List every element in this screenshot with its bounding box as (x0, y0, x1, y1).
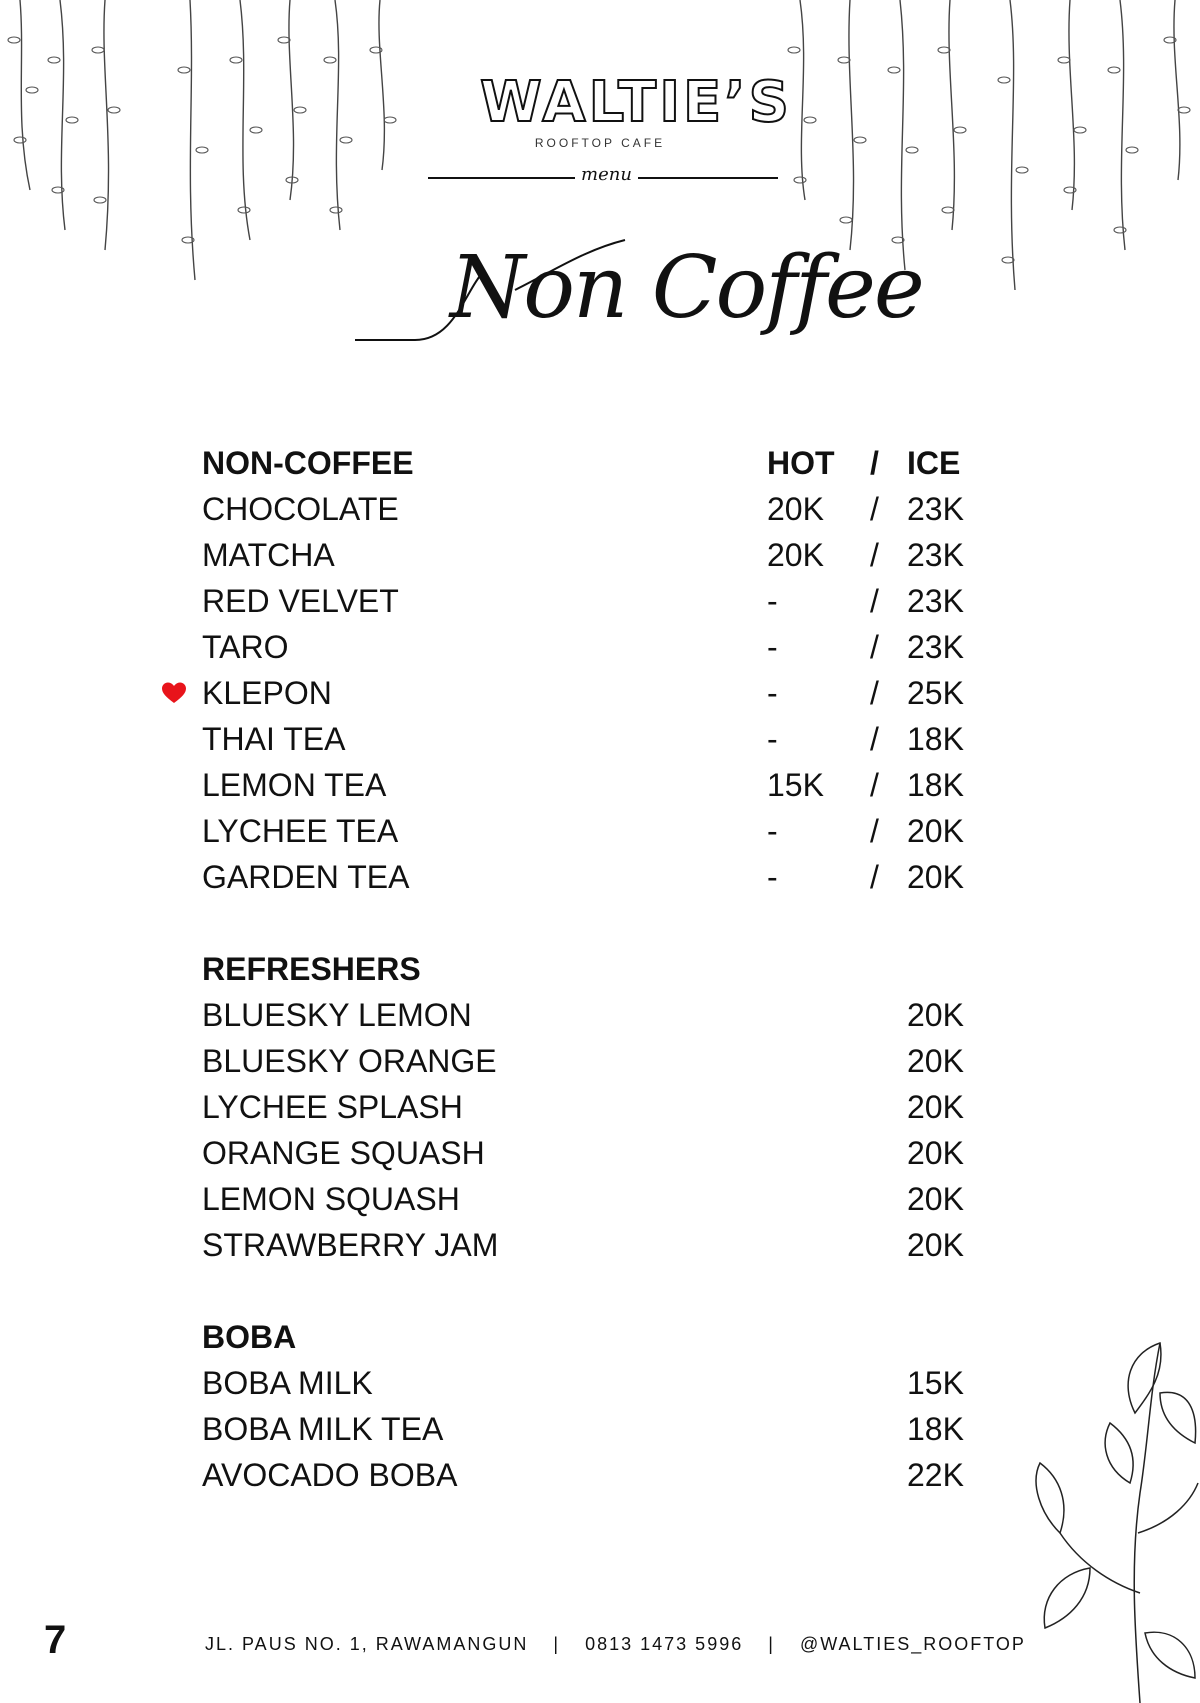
hot-price: - (767, 675, 778, 711)
price-separator: / (870, 583, 879, 619)
price-separator: / (870, 537, 879, 573)
hot-price: - (767, 721, 778, 757)
menu-item (202, 808, 1002, 854)
menu-item (202, 1038, 1002, 1084)
item-price: 22K (907, 1457, 964, 1493)
footer-phone: 0813 1473 5996 (585, 1634, 744, 1654)
section-spacer (202, 1268, 1002, 1314)
menu-item (202, 854, 1002, 900)
footer-separator: | (768, 1634, 775, 1654)
item-name: STRAWBERRY JAM (202, 1227, 499, 1263)
price-separator: / (870, 813, 879, 849)
item-name: TARO (202, 629, 289, 665)
item-name: ORANGE SQUASH (202, 1135, 485, 1171)
menu-item (202, 1360, 1002, 1406)
item-name: LYCHEE TEA (202, 813, 399, 849)
item-price: 20K (907, 1043, 964, 1079)
footer-address: JL. PAUS NO. 1, RAWAMANGUN (205, 1634, 529, 1654)
menu-item (202, 532, 1002, 578)
brand-tagline: ROOFTOP CAFE (534, 136, 666, 150)
brand-logo (480, 70, 792, 150)
price-separator: / (870, 721, 879, 757)
heart-icon (162, 682, 186, 704)
item-price: 20K (907, 1181, 964, 1217)
ice-price: 20K (907, 859, 964, 895)
price-separator: / (870, 629, 879, 665)
menu-item (202, 1176, 1002, 1222)
ice-price: 23K (907, 537, 964, 573)
item-name: MATCHA (202, 537, 335, 573)
menu-item (202, 1452, 1002, 1498)
hot-price: 15K (767, 767, 824, 803)
menu-item (202, 1084, 1002, 1130)
item-name: THAI TEA (202, 721, 346, 757)
item-name: LEMON SQUASH (202, 1181, 460, 1217)
item-name: LYCHEE SPLASH (202, 1089, 463, 1125)
price-separator: / (870, 491, 879, 527)
ice-column-header: ICE (907, 445, 961, 481)
page-number: 7 (44, 1618, 67, 1662)
hot-price: - (767, 583, 778, 619)
menu-item (202, 624, 1002, 670)
item-name: BOBA MILK TEA (202, 1411, 444, 1447)
footer-separator: | (553, 1634, 561, 1654)
hot-price: 20K (767, 491, 824, 527)
section-spacer (202, 900, 1002, 946)
item-name: LEMON TEA (202, 767, 387, 803)
ice-price: 23K (907, 491, 964, 527)
menu-item (202, 992, 1002, 1038)
item-price: 20K (907, 997, 964, 1033)
column-separator: / (870, 445, 879, 481)
item-name: AVOCADO BOBA (202, 1457, 458, 1493)
plant-line-art-decoration (1020, 1333, 1200, 1703)
item-name: BOBA MILK (202, 1365, 373, 1401)
footer-contact (205, 1634, 1026, 1655)
ice-price: 18K (907, 767, 964, 803)
menu-item (202, 486, 1002, 532)
ice-price: 25K (907, 675, 964, 711)
hot-price: - (767, 859, 778, 895)
section-title: BOBA (202, 1319, 297, 1355)
item-name: RED VELVET (202, 583, 399, 619)
menu-item (202, 578, 1002, 624)
menu-item (202, 1222, 1002, 1268)
section-heading-boba (202, 1314, 1002, 1360)
menu-script-label: menu (575, 164, 638, 186)
brand-name: WALTIE’S (480, 70, 792, 135)
hot-column-header: HOT (767, 445, 835, 481)
ice-price: 18K (907, 721, 964, 757)
menu-item (202, 762, 1002, 808)
item-name: BLUESKY LEMON (202, 997, 472, 1033)
price-separator: / (870, 675, 879, 711)
item-name: GARDEN TEA (202, 859, 410, 895)
item-price: 20K (907, 1135, 964, 1171)
menu-item (202, 716, 1002, 762)
item-price: 20K (907, 1227, 964, 1263)
footer-instagram: @WALTIES_ROOFTOP (799, 1634, 1026, 1654)
section-heading-non-coffee (202, 440, 1002, 486)
menu-item-favorite (202, 670, 1002, 716)
item-price: 15K (907, 1365, 964, 1401)
menu-item (202, 1130, 1002, 1176)
section-heading-refreshers (202, 946, 1002, 992)
item-name: CHOCOLATE (202, 491, 399, 527)
menu-list (202, 440, 1002, 1498)
section-title: REFRESHERS (202, 951, 421, 987)
ice-price: 20K (907, 813, 964, 849)
ice-price: 23K (907, 583, 964, 619)
hot-price: - (767, 813, 778, 849)
menu-item (202, 1406, 1002, 1452)
item-price: 20K (907, 1089, 964, 1125)
price-separator: / (870, 767, 879, 803)
hot-price: - (767, 629, 778, 665)
item-name: KLEPON (202, 675, 332, 711)
hot-price: 20K (767, 537, 824, 573)
price-separator: / (870, 859, 879, 895)
section-title: NON-COFFEE (202, 445, 414, 481)
ice-price: 23K (907, 629, 964, 665)
item-price: 18K (907, 1411, 964, 1447)
page-title: Non Coffee (450, 238, 923, 338)
item-name: BLUESKY ORANGE (202, 1043, 497, 1079)
